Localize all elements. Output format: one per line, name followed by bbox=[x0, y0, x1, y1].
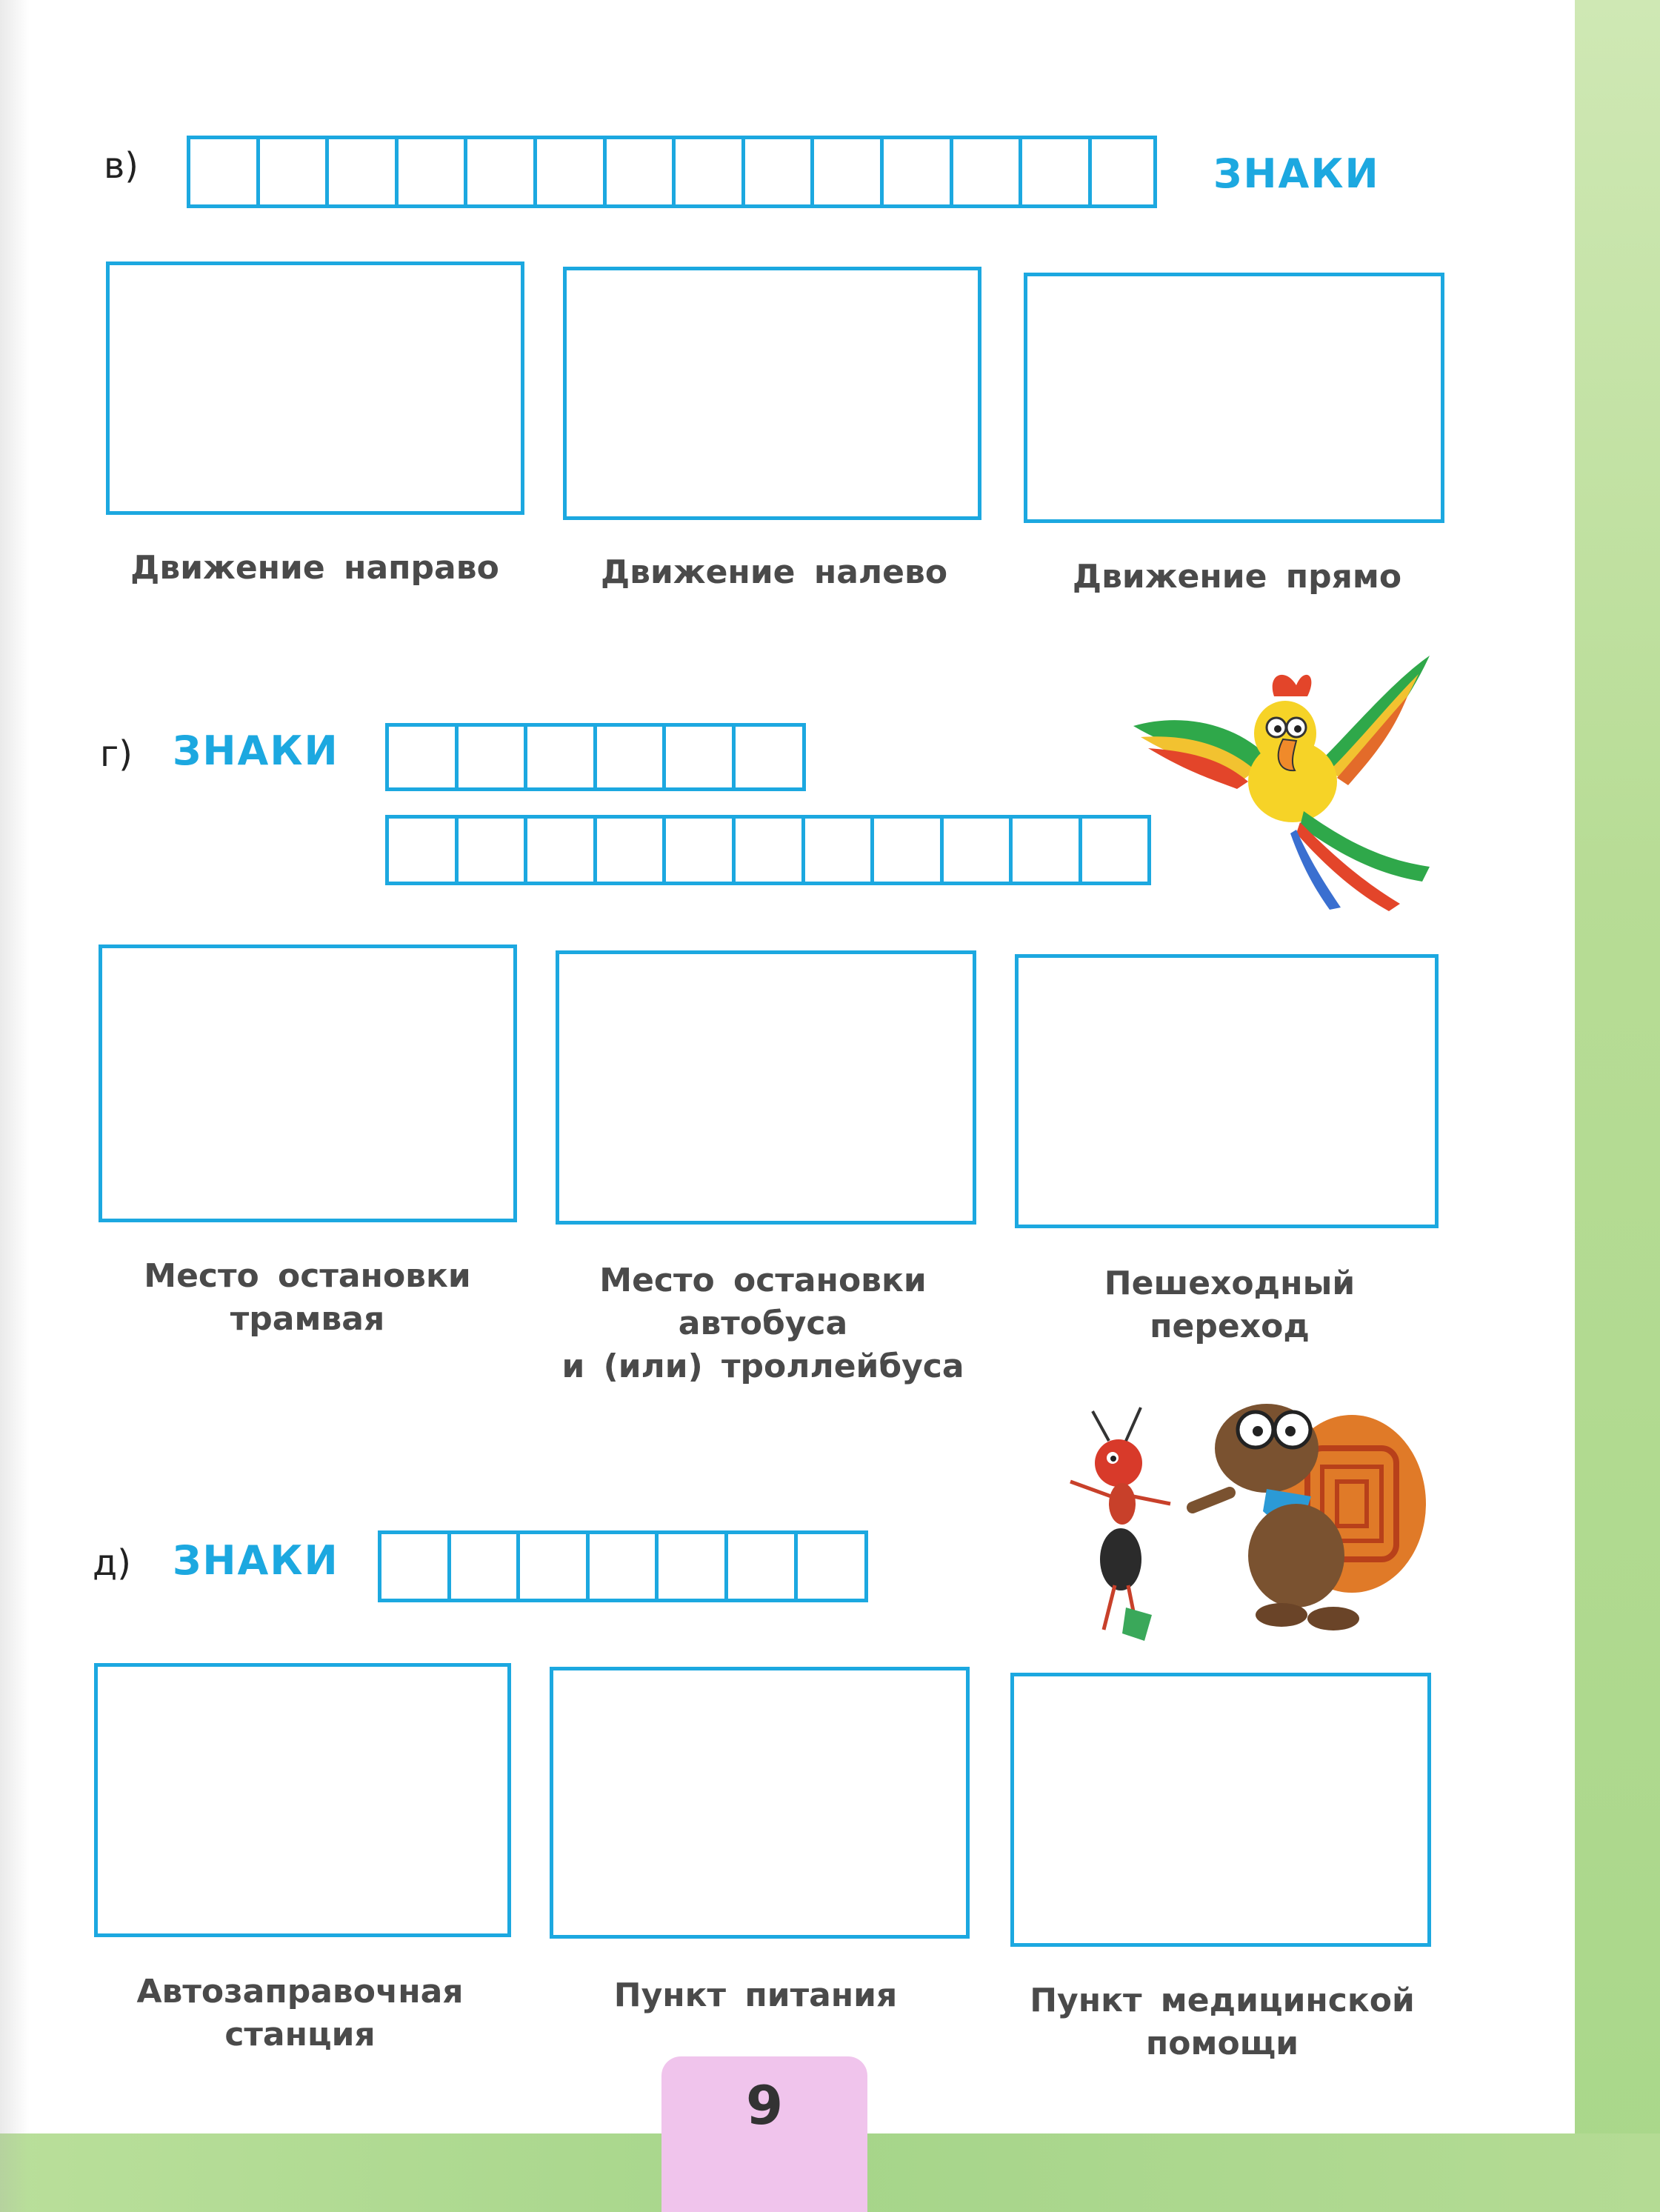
letter-cell[interactable] bbox=[1092, 139, 1161, 204]
caption-right-turn: Движение направо bbox=[130, 549, 499, 587]
letter-cell[interactable] bbox=[884, 139, 953, 204]
caption-line: помощи bbox=[1145, 2025, 1299, 2062]
letter-cell[interactable] bbox=[659, 1534, 728, 1599]
letter-cell[interactable] bbox=[874, 819, 944, 882]
letter-cell[interactable] bbox=[728, 1534, 798, 1599]
letter-cell[interactable] bbox=[389, 819, 459, 882]
letter-cell[interactable] bbox=[944, 819, 1013, 882]
caption-gas-station bbox=[81, 1971, 519, 2056]
section-g-grid-bottom[interactable] bbox=[385, 815, 1151, 885]
caption-line: Автозаправочная bbox=[136, 1973, 464, 2011]
caption-left-turn: Движение налево bbox=[600, 553, 948, 591]
letter-cell[interactable] bbox=[459, 819, 528, 882]
letter-cell[interactable] bbox=[260, 139, 330, 204]
section-d-letter: д) bbox=[93, 1542, 131, 1584]
section-d-letter-grid[interactable] bbox=[378, 1530, 868, 1602]
sign-box-food-point[interactable] bbox=[550, 1667, 970, 1939]
letter-cell[interactable] bbox=[190, 139, 260, 204]
caption-line: Место остановки bbox=[144, 1257, 471, 1295]
sign-box-tram-stop[interactable] bbox=[99, 945, 517, 1222]
sign-box-gas-station[interactable] bbox=[94, 1663, 511, 1937]
caption-line: Пешеходный bbox=[1104, 1265, 1356, 1302]
caption-food-point bbox=[548, 1974, 963, 2017]
letter-cell[interactable] bbox=[399, 139, 468, 204]
section-d-keyword: ЗНАКИ bbox=[173, 1537, 339, 1584]
caption-line: переход bbox=[1150, 1307, 1310, 1345]
section-v-keyword: ЗНАКИ bbox=[1213, 150, 1380, 197]
sign-box-crosswalk[interactable] bbox=[1015, 954, 1439, 1228]
letter-cell[interactable] bbox=[607, 139, 676, 204]
letter-cell[interactable] bbox=[389, 727, 459, 787]
page-number: 9 bbox=[745, 2074, 784, 2136]
letter-cell[interactable] bbox=[451, 1534, 521, 1599]
ant-illustration bbox=[1048, 1393, 1196, 1645]
caption-line: Пункт медицинской bbox=[1030, 1982, 1415, 2019]
caption-line: и (или) троллейбуса bbox=[561, 1347, 964, 1385]
letter-cell[interactable] bbox=[527, 819, 597, 882]
letter-cell[interactable] bbox=[798, 1534, 867, 1599]
caption-line: станция bbox=[224, 2016, 376, 2053]
letter-cell[interactable] bbox=[953, 139, 1023, 204]
caption-bus-stop bbox=[533, 1259, 993, 1388]
sign-box-right-turn[interactable] bbox=[106, 261, 524, 515]
letter-cell[interactable] bbox=[745, 139, 815, 204]
letter-cell[interactable] bbox=[597, 819, 667, 882]
letter-cell[interactable] bbox=[537, 139, 607, 204]
caption-line: автобуса bbox=[678, 1305, 848, 1342]
letter-cell[interactable] bbox=[527, 727, 597, 787]
letter-cell[interactable] bbox=[805, 819, 875, 882]
letter-cell[interactable] bbox=[736, 819, 805, 882]
section-v-letter: в) bbox=[104, 145, 139, 187]
letter-cell[interactable] bbox=[381, 1534, 451, 1599]
letter-cell[interactable] bbox=[329, 139, 399, 204]
letter-cell[interactable] bbox=[676, 139, 745, 204]
letter-cell[interactable] bbox=[736, 727, 805, 787]
section-v-letter-grid[interactable] bbox=[187, 136, 1157, 208]
caption-line: Пункт питания bbox=[613, 1976, 898, 2014]
sign-box-left-turn[interactable] bbox=[563, 267, 981, 520]
caption-crosswalk bbox=[1015, 1262, 1444, 1348]
caption-straight: Движение прямо bbox=[1072, 558, 1402, 596]
letter-cell[interactable] bbox=[814, 139, 884, 204]
letter-cell[interactable] bbox=[1013, 819, 1082, 882]
sign-box-medical-help[interactable] bbox=[1010, 1673, 1431, 1947]
turtle-illustration bbox=[1185, 1378, 1430, 1637]
section-g-keyword: ЗНАКИ bbox=[173, 727, 339, 774]
sign-box-straight[interactable] bbox=[1024, 273, 1444, 523]
letter-cell[interactable] bbox=[597, 727, 667, 787]
letter-cell[interactable] bbox=[467, 139, 537, 204]
caption-tram-stop bbox=[89, 1255, 526, 1341]
caption-line: Место остановки bbox=[599, 1262, 927, 1299]
letter-cell[interactable] bbox=[459, 727, 528, 787]
letter-cell[interactable] bbox=[520, 1534, 590, 1599]
right-margin-background bbox=[1575, 0, 1660, 2212]
letter-cell[interactable] bbox=[590, 1534, 659, 1599]
letter-cell[interactable] bbox=[666, 819, 736, 882]
letter-cell[interactable] bbox=[1022, 139, 1092, 204]
caption-medical-help bbox=[1000, 1979, 1444, 2065]
section-g-letter: г) bbox=[100, 733, 133, 775]
parrot-illustration bbox=[1119, 644, 1444, 911]
sign-box-bus-stop[interactable] bbox=[556, 950, 976, 1225]
letter-cell[interactable] bbox=[666, 727, 736, 787]
caption-line: трамвая bbox=[230, 1300, 385, 1338]
page-fold-shadow bbox=[0, 0, 30, 2212]
section-g-grid-top[interactable] bbox=[385, 723, 806, 791]
